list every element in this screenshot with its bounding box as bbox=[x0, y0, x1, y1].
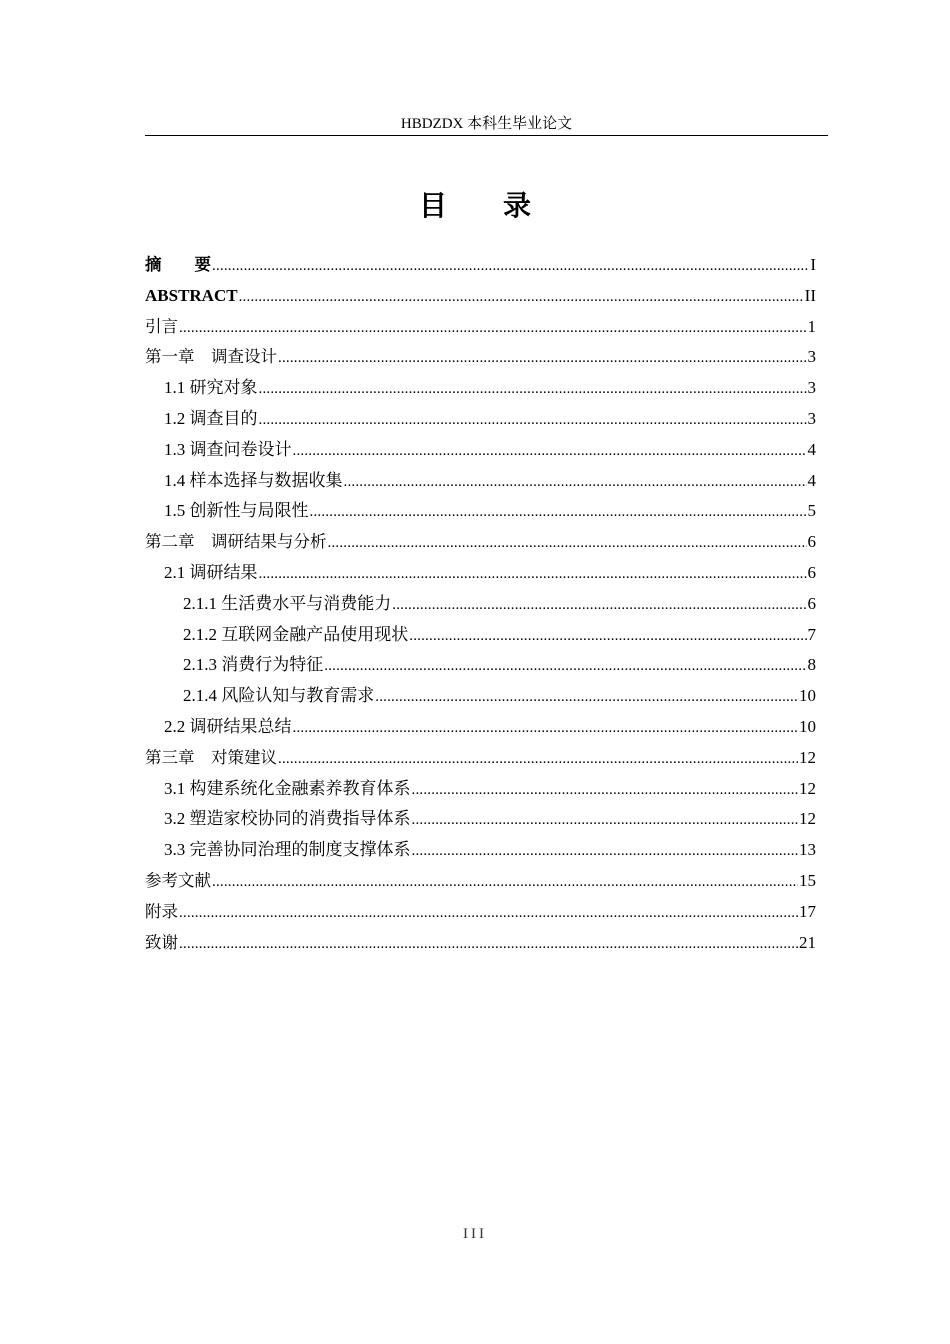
toc-title-char-1: 目 bbox=[418, 189, 447, 222]
toc-entry-page: 17 bbox=[799, 901, 816, 921]
toc-entry[interactable] bbox=[145, 650, 816, 681]
toc-entry[interactable] bbox=[145, 312, 816, 343]
toc-entry-title: 1.1 研究对象 bbox=[164, 378, 258, 398]
toc-leader-dots bbox=[212, 867, 798, 898]
toc-entry-page: 5 bbox=[807, 501, 816, 521]
page-header: HBDZDX 本科生毕业论文 bbox=[145, 114, 828, 136]
toc-entry-page: 10 bbox=[799, 716, 816, 736]
toc-leader-dots bbox=[278, 744, 798, 775]
toc-leader-dots bbox=[293, 713, 799, 744]
toc-entry-title: 致谢 bbox=[145, 932, 178, 952]
toc-entry-page: 7 bbox=[807, 624, 816, 644]
toc-leader-dots bbox=[409, 621, 806, 652]
toc-entry[interactable] bbox=[145, 250, 816, 281]
toc-entry-page: 4 bbox=[807, 470, 816, 490]
toc-leader-dots bbox=[259, 374, 807, 405]
toc-entry-page: 12 bbox=[799, 809, 816, 829]
toc-entry[interactable] bbox=[145, 620, 816, 651]
toc-entry-title: 1.5 创新性与局限性 bbox=[164, 501, 309, 521]
toc-entry-page: 10 bbox=[799, 686, 816, 706]
toc-title bbox=[0, 184, 950, 224]
toc-leader-dots bbox=[179, 313, 807, 344]
toc-entry[interactable] bbox=[145, 897, 816, 928]
toc-entry[interactable] bbox=[145, 404, 816, 435]
toc-leader-dots bbox=[212, 251, 809, 282]
toc-entry-title: 2.1 调研结果 bbox=[164, 562, 258, 582]
toc-entry[interactable] bbox=[145, 681, 816, 712]
toc-entry-page: 6 bbox=[807, 562, 816, 582]
toc-entry-page: 12 bbox=[799, 747, 816, 767]
toc-entry[interactable] bbox=[145, 496, 816, 527]
toc-entry[interactable] bbox=[145, 527, 816, 558]
toc-entry[interactable] bbox=[145, 342, 816, 373]
toc-entry-title: 2.1.1 生活费水平与消费能力 bbox=[183, 593, 392, 613]
toc-entry-title: 第三章 对策建议 bbox=[145, 747, 277, 767]
toc-entry-page: 3 bbox=[807, 378, 816, 398]
toc-entry-title: 1.3 调查问卷设计 bbox=[164, 439, 292, 459]
toc-entry[interactable] bbox=[145, 804, 816, 835]
toc-leader-dots bbox=[324, 651, 806, 682]
toc-entry[interactable] bbox=[145, 743, 816, 774]
toc-entry-title: 2.1.4 风险认知与教育需求 bbox=[183, 686, 375, 706]
toc-entry[interactable] bbox=[145, 774, 816, 805]
toc-leader-dots bbox=[310, 497, 807, 528]
toc-entry[interactable] bbox=[145, 281, 816, 312]
toc-entry-title: 2.2 调研结果总结 bbox=[164, 716, 292, 736]
toc-leader-dots bbox=[259, 559, 807, 590]
toc-entry-title: 2.1.2 互联网金融产品使用现状 bbox=[183, 624, 409, 644]
toc-entry-page: 3 bbox=[807, 347, 816, 367]
toc-leader-dots bbox=[412, 836, 799, 867]
toc-title-char-2: 录 bbox=[503, 189, 532, 222]
toc-entry-title: 参考文献 bbox=[145, 870, 211, 890]
toc-leader-dots bbox=[412, 775, 799, 806]
toc-entry-page: 21 bbox=[799, 932, 816, 952]
toc-entry[interactable] bbox=[145, 373, 816, 404]
toc-leader-dots bbox=[259, 405, 807, 436]
toc-entry[interactable] bbox=[145, 712, 816, 743]
toc-leader-dots bbox=[412, 805, 799, 836]
toc-entry-title: 2.1.3 消费行为特征 bbox=[183, 655, 324, 675]
toc-entry-title: 1.4 样本选择与数据收集 bbox=[164, 470, 343, 490]
toc-entry-page: 8 bbox=[807, 655, 816, 675]
toc-entry-page: 1 bbox=[807, 316, 816, 336]
toc-entry[interactable] bbox=[145, 928, 816, 959]
toc-entry-page: II bbox=[804, 285, 816, 305]
toc-entry[interactable] bbox=[145, 866, 816, 897]
toc-leader-dots bbox=[179, 929, 798, 960]
toc-entry-title: 第二章 调研结果与分析 bbox=[145, 532, 327, 552]
toc-entry-page: 15 bbox=[799, 870, 816, 890]
toc-entry-title: 附录 bbox=[145, 901, 178, 921]
toc-leader-dots bbox=[239, 282, 804, 313]
toc-leader-dots bbox=[293, 436, 807, 467]
toc-entry-title: ABSTRACT bbox=[145, 285, 238, 305]
toc-leader-dots bbox=[278, 343, 807, 374]
toc-entry-title: 第一章 调查设计 bbox=[145, 347, 277, 367]
toc-entry-title: 3.1 构建系统化金融素养教育体系 bbox=[164, 778, 411, 798]
toc-entry-title: 3.2 塑造家校协同的消费指导体系 bbox=[164, 809, 411, 829]
toc-leader-dots bbox=[375, 682, 798, 713]
toc-entry-title: 摘 要 bbox=[145, 255, 211, 274]
toc-entry-page: 13 bbox=[799, 840, 816, 860]
toc-entry[interactable] bbox=[145, 589, 816, 620]
toc-leader-dots bbox=[179, 898, 798, 929]
toc-entry-page: 4 bbox=[807, 439, 816, 459]
toc-entry-page: 12 bbox=[799, 778, 816, 798]
toc-leader-dots bbox=[392, 590, 806, 621]
toc-entry-title: 1.2 调查目的 bbox=[164, 408, 258, 428]
page-number: III bbox=[463, 1226, 487, 1242]
toc-entry[interactable] bbox=[145, 466, 816, 497]
toc-leader-dots bbox=[328, 528, 807, 559]
toc-entry-title: 3.3 完善协同治理的制度支撑体系 bbox=[164, 840, 411, 860]
toc-entry-page: 6 bbox=[807, 532, 816, 552]
toc-entry-title: 引言 bbox=[145, 316, 178, 336]
toc-entry[interactable] bbox=[145, 435, 816, 466]
toc-entry-page: 3 bbox=[807, 408, 816, 428]
table-of-contents bbox=[145, 250, 816, 958]
toc-entry[interactable] bbox=[145, 558, 816, 589]
toc-entry[interactable] bbox=[145, 835, 816, 866]
toc-entry-page: I bbox=[810, 255, 816, 274]
toc-leader-dots bbox=[344, 467, 807, 498]
toc-entry-page: 6 bbox=[807, 593, 816, 613]
